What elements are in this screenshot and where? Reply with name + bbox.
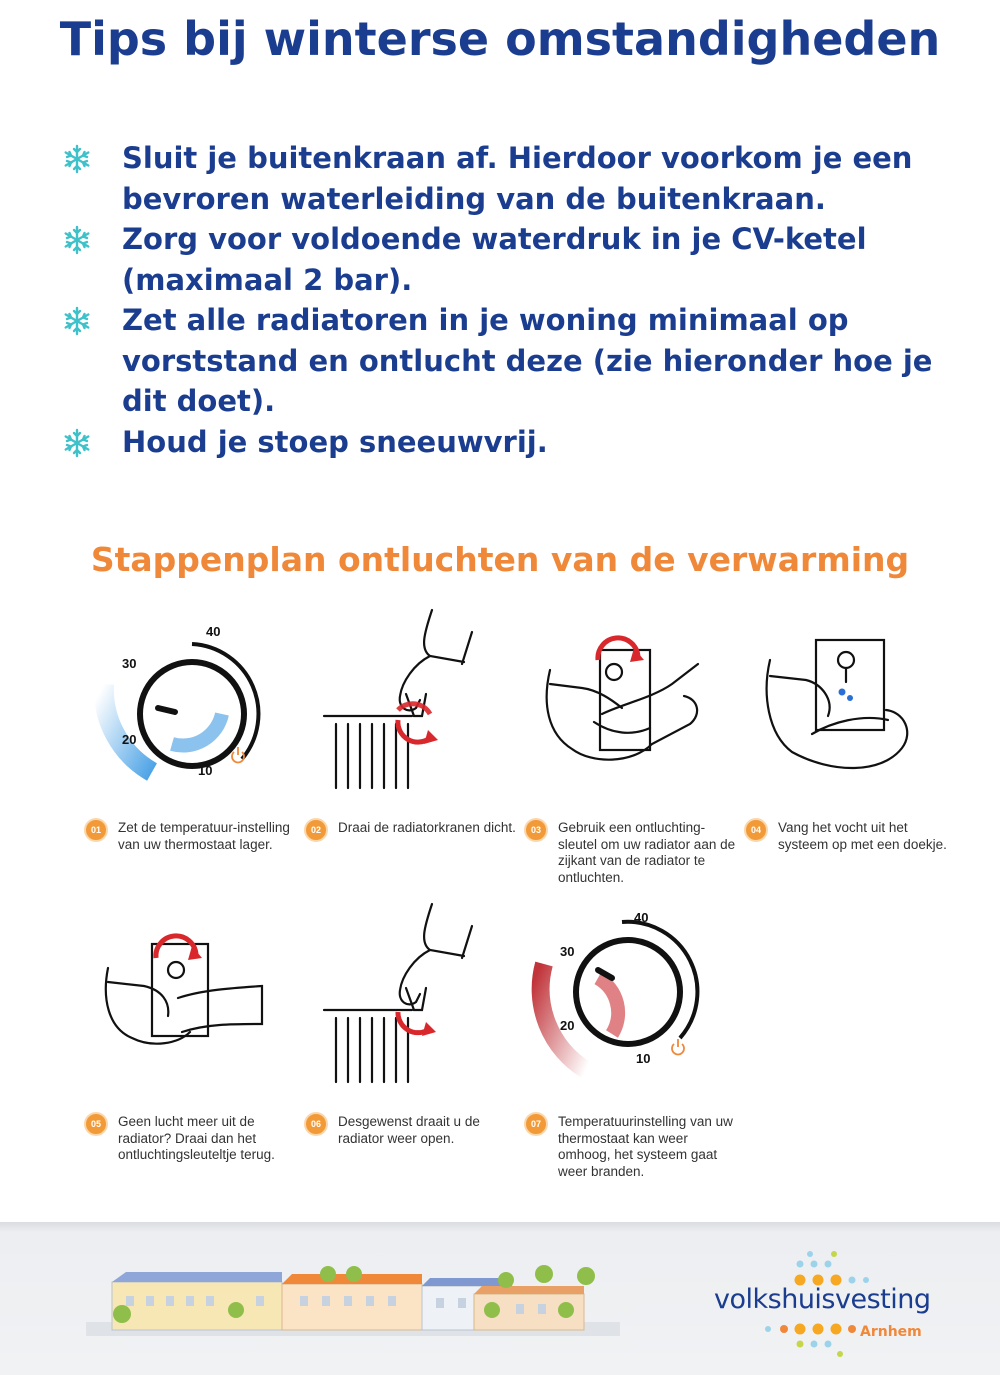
snowflake-icon xyxy=(62,306,92,336)
tip-text: Houd je stoep sneeuwvrij. xyxy=(122,424,548,459)
tip-text: Zorg voor voldoende waterdruk in je CV-ketel (maximaal 2 bar). xyxy=(122,222,867,297)
tick-label: 10 xyxy=(636,1051,651,1066)
section-title: Stappenplan ontluchten van de verwarming xyxy=(90,540,910,579)
step-text: Geen lucht meer uit de radiator? Draai dan het ontluchtingsleuteltje terug. xyxy=(118,1114,275,1162)
step-4 xyxy=(742,604,962,904)
step-badge: 02 xyxy=(304,818,328,842)
tick-label: 20 xyxy=(560,1018,575,1033)
close-bleed-key-illustration xyxy=(82,898,302,1098)
step-text: Zet de temperatuur-instelling van uw thermostaat lager. xyxy=(118,820,290,852)
volkshuisvesting-logo xyxy=(714,1248,954,1360)
snowflake-icon xyxy=(62,428,92,458)
step-badge: 06 xyxy=(304,1112,328,1136)
step-5 xyxy=(82,898,302,1198)
tick-label: 20 xyxy=(122,732,137,747)
houses-illustration xyxy=(86,1252,620,1352)
step-text: Temperatuurinstelling van uw thermostaat kan weer omhoog, het systeem gaat weer branden. xyxy=(558,1114,733,1179)
footer xyxy=(0,1222,1000,1375)
tick-label: 10 xyxy=(198,763,213,778)
close-valve-illustration xyxy=(302,604,522,804)
step-badge: 05 xyxy=(84,1112,108,1136)
tips-list xyxy=(60,138,960,462)
tip-text: Zet alle radiatoren in je woning minimaal op vorststand en ontlucht deze (zie hieronder hoe je dit doet). xyxy=(122,303,933,418)
tick-label: 30 xyxy=(560,944,575,959)
step-text: Vang het vocht uit het systeem op met een doekje. xyxy=(778,820,947,852)
thermostat-warm-illustration xyxy=(522,898,742,1098)
step-3 xyxy=(522,604,742,904)
step-badge: 01 xyxy=(84,818,108,842)
snowflake-icon xyxy=(62,144,92,174)
step-badge: 07 xyxy=(524,1112,548,1136)
tip-item xyxy=(60,138,960,219)
step-text: Gebruik een ontluchting-sleutel om uw radiator aan de zijkant van de radiator te ontluchten. xyxy=(558,820,736,885)
catch-water-illustration xyxy=(742,604,962,804)
step-7 xyxy=(522,898,742,1198)
tick-label: 40 xyxy=(206,624,221,639)
step-1 xyxy=(82,604,302,904)
page-title: Tips bij winterse omstandigheden xyxy=(59,12,941,66)
power-icon xyxy=(672,1039,684,1054)
tip-item xyxy=(60,422,960,463)
open-valve-illustration xyxy=(302,898,522,1098)
tick-label: 40 xyxy=(634,910,649,925)
logo-name: volkshuisvesting xyxy=(714,1284,931,1315)
step-2 xyxy=(302,604,522,904)
bleed-key-illustration xyxy=(522,604,742,804)
tick-label: 30 xyxy=(122,656,137,671)
step-text: Draai de radiatorkranen dicht. xyxy=(338,820,516,835)
logo-city: Arnhem xyxy=(860,1324,922,1340)
tip-text: Sluit je buitenkraan af. Hierdoor voorkom je een bevroren waterleiding van de buitenkraan. xyxy=(122,141,913,216)
step-6 xyxy=(302,898,522,1198)
step-badge: 04 xyxy=(744,818,768,842)
tip-item xyxy=(60,219,960,300)
snowflake-icon xyxy=(62,225,92,255)
step-badge: 03 xyxy=(524,818,548,842)
thermostat-cold-illustration xyxy=(82,604,302,804)
step-text: Desgewenst draait u de radiator weer open. xyxy=(338,1114,480,1146)
tip-item xyxy=(60,300,960,422)
